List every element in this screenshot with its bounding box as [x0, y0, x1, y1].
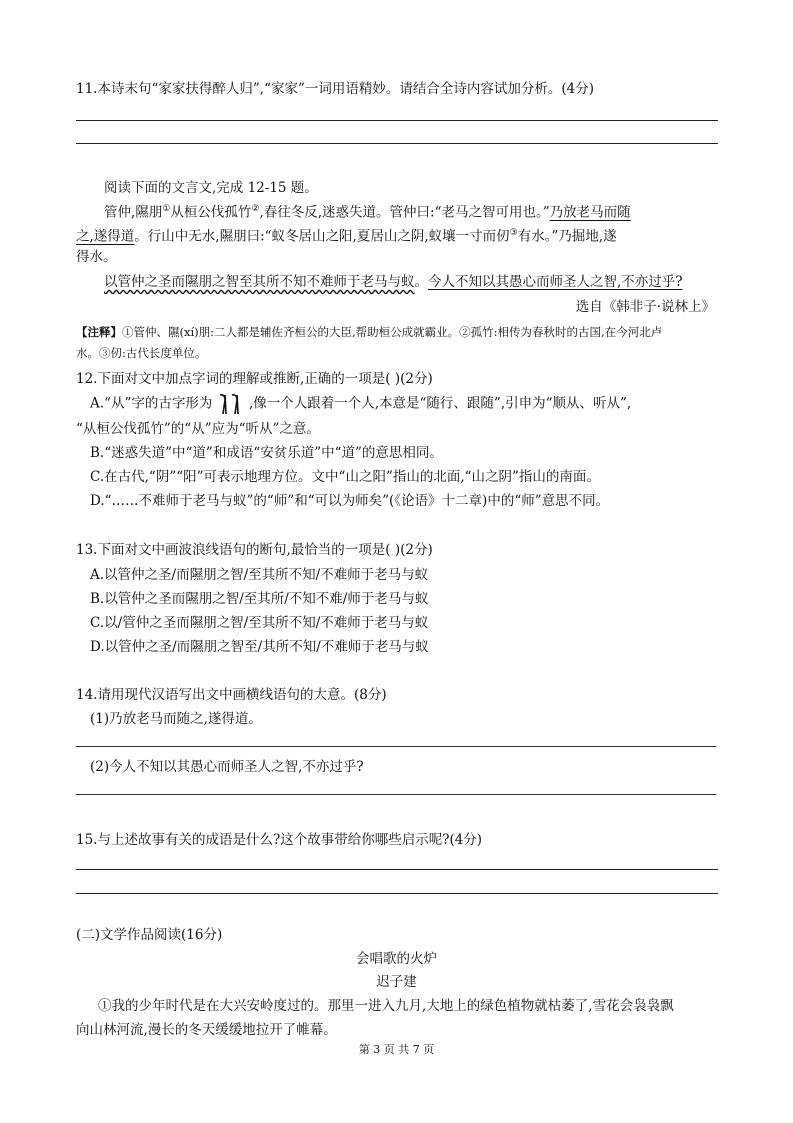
question-14-sub2: (2)今人不知以其愚心而师圣人之智,不亦过乎? — [90, 759, 364, 775]
passage-line-3: 得水。 — [76, 249, 117, 265]
option-12c: C.在古代,“阴”“阳”可表示地理方位。文中“山之阳”指山的北面,“山之阴”指山的南面。 — [90, 469, 600, 485]
option-13a: A.以管仲之圣/而隰朋之智/至其所不知/不难师于老马与蚁 — [90, 567, 429, 583]
question-12: 12.下面对文中加点字词的理解或推断,正确的一项是( )(2分) — [76, 371, 433, 387]
answer-line — [76, 746, 716, 747]
passage-intro: 阅读下面的文言文,完成 12-15 题。 — [104, 180, 318, 196]
passage-line-2 — [76, 223, 617, 247]
question-14-sub1: (1)乃放老马而随之,遂得道。 — [90, 711, 262, 727]
option-13b: B.以管仲之圣而隰朋之智/至其所/不知不难/师于老马与蚁 — [90, 591, 429, 607]
passage-text: 管仲,隰朋 — [104, 204, 163, 221]
note-marker: ③ — [509, 228, 518, 238]
answer-line — [76, 120, 718, 121]
section-heading: (二)文学作品阅读(16分) — [76, 927, 223, 943]
question-15: 15.与上述故事有关的成语是什么?这个故事带给你哪些启示呢?(4分) — [76, 832, 483, 848]
underlined-sentence: 乃放老马而随 — [549, 204, 631, 221]
option-text: A.“从”字的古字形为 — [90, 395, 213, 412]
passage-text: 。行山中无水,隰朋曰:“蚁冬居山之阳,夏居山之阴,蚁壤一寸而仞 — [134, 228, 510, 245]
answer-line — [76, 869, 718, 870]
article-author: 迟子建 — [376, 974, 417, 990]
passage-text: ,春往冬反,迷惑失道。管仲曰:“老马之智可用也。” — [259, 204, 550, 221]
wavy-line-sentence: 以管仲之圣而隰朋之智至其所不知不难师于老马与蚁 — [104, 274, 415, 290]
article-paragraph: ①我的少年时代是在大兴安岭度过的。那里一进入九月,大地上的绿色植物就枯萎了,雪花会袅袅飘 — [98, 998, 674, 1014]
answer-line — [76, 794, 716, 795]
passage-source: 选自《韩非子·说林上》 — [575, 299, 715, 315]
option-13c: C.以/管仲之圣而隰朋之智/至其所不知/不难师于老马与蚁 — [90, 615, 429, 631]
note-marker: ① — [162, 204, 171, 214]
underlined-sentence: 今人不知以其愚心而师圣人之智,不亦过乎? — [428, 274, 683, 290]
passage-text: 从桓公伐孤竹 — [170, 204, 252, 221]
page-number: 第 3 页 共 7 页 — [358, 1043, 435, 1056]
ancient-cong-glyph-icon — [217, 392, 245, 416]
option-12d: D.“……不难师于老马与蚁”的“师”和“可以为师矣”(《论语》十二章)中的“师”意思不同。 — [90, 493, 610, 509]
annotation-label: 【注释】 — [76, 325, 122, 339]
passage-text: 有水。”乃掘地,遂 — [517, 228, 617, 245]
annotation — [76, 322, 662, 342]
question-14: 14.请用现代汉语写出文中画横线语句的大意。(8分) — [76, 687, 387, 703]
passage-text: 。 — [414, 274, 428, 290]
article-paragraph-cont: 向山林河流,漫长的冬天缓缓地拉开了帷幕。 — [76, 1022, 337, 1038]
passage-line-4 — [104, 272, 683, 292]
answer-line — [76, 143, 718, 144]
question-11: 11.本诗末句“家家扶得醉人归”,“家家”一词用语精妙。请结合全诗内容试加分析。(4分) — [76, 81, 594, 97]
passage-line-1 — [104, 199, 631, 223]
underlined-sentence: 之,遂得道 — [76, 228, 135, 245]
article-title: 会唱歌的火炉 — [356, 951, 437, 967]
annotation-cont: 水。③仞:古代长度单位。 — [76, 346, 207, 360]
option-12a-cont: “从桓公伐孤竹”的“从”应为“听从”之意。 — [76, 421, 320, 437]
option-12b: B.“迷惑失道”中“道”和成语“安贫乐道”中“道”的意思相同。 — [90, 445, 443, 461]
option-text: ,像一个人跟着一个人,本意是“随行、跟随”,引申为“顺从、听从”, — [248, 395, 632, 412]
option-12a — [90, 392, 631, 416]
annotation-text: ①管仲、隰(xí)朋:二人都是辅佐齐桓公的大臣,帮助桓公成就霸业。②孤竹:相传为春秋时的古国,在今河北卢 — [122, 325, 663, 339]
note-marker: ② — [251, 204, 260, 214]
option-13d: D.以管仲之圣/而隰朋之智至/其所不知/不难师于老马与蚁 — [90, 639, 429, 655]
answer-line — [76, 893, 718, 894]
question-13: 13.下面对文中画波浪线语句的断句,最恰当的一项是( )(2分) — [76, 542, 433, 558]
